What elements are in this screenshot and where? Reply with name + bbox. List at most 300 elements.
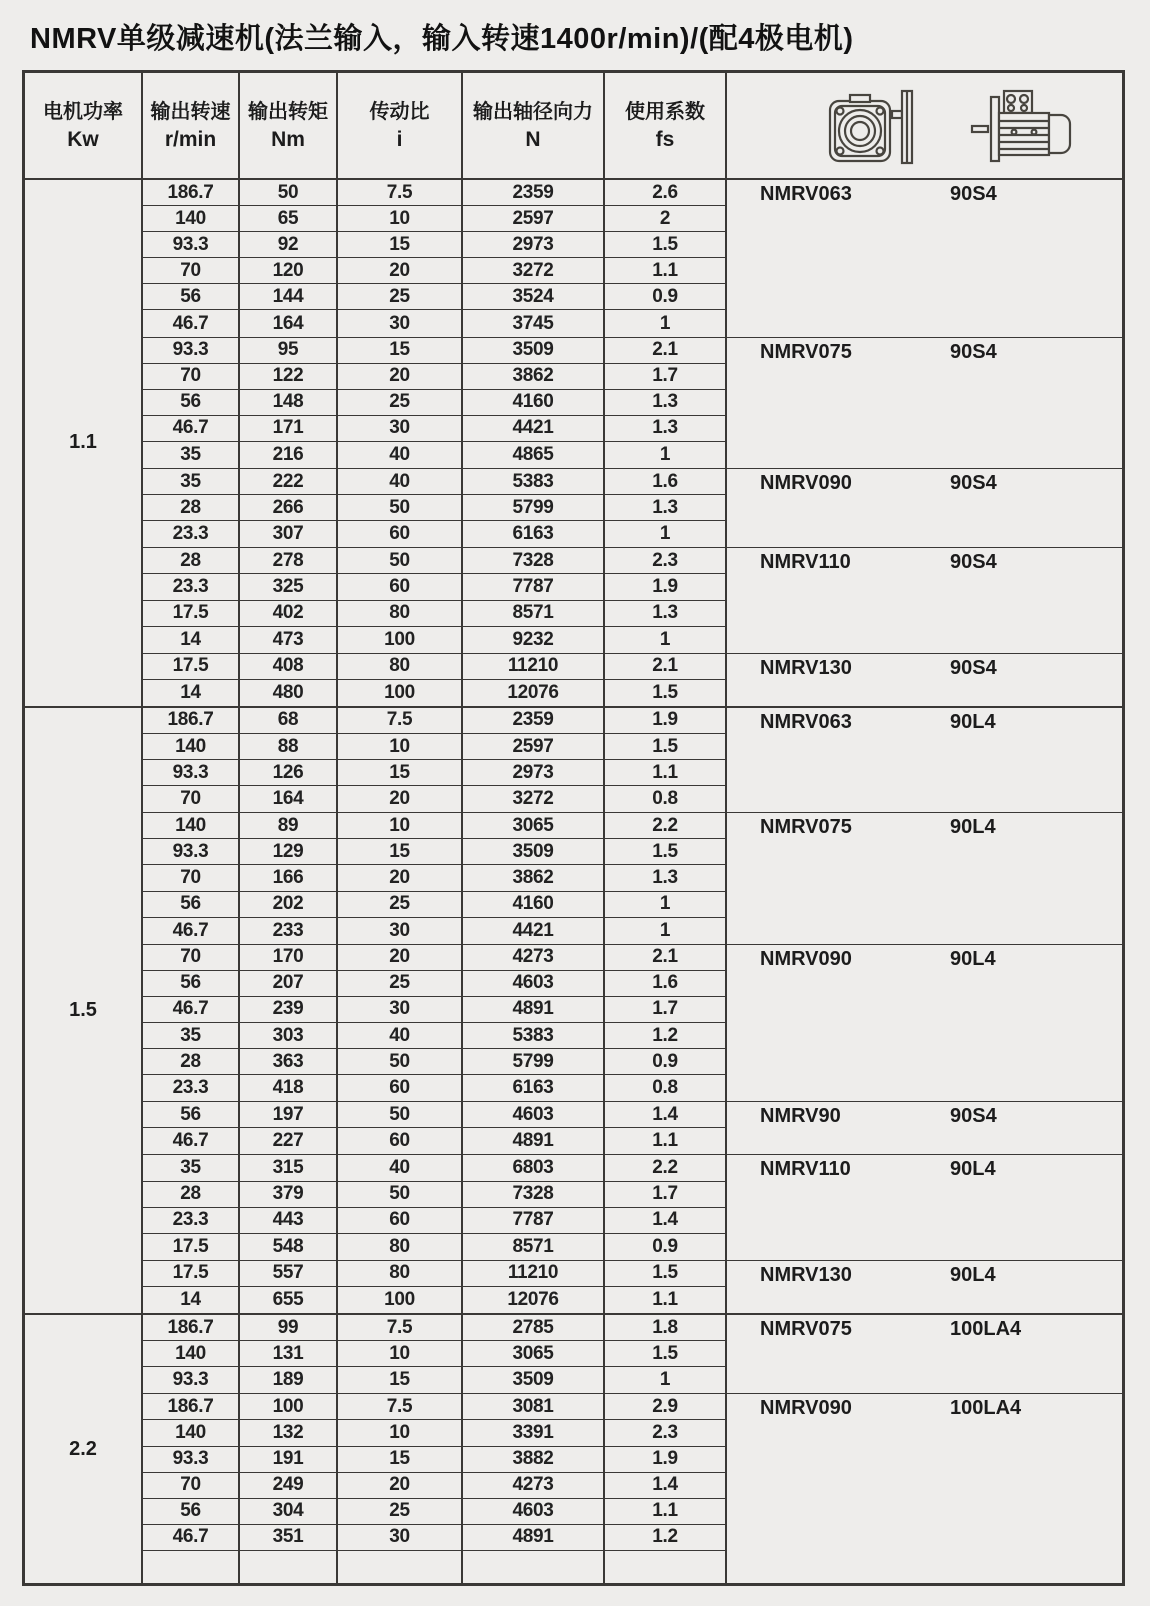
value-cell: 92 <box>240 232 338 257</box>
value-cell: 2.3 <box>605 1420 727 1445</box>
group-rows <box>143 654 727 706</box>
value-cell: 1 <box>605 310 727 336</box>
table-row <box>143 416 727 442</box>
model-label: NMRV090 <box>760 1397 852 1420</box>
value-cell: 140 <box>143 734 240 759</box>
value-cell: 5383 <box>463 469 605 494</box>
model-label: NMRV075 <box>760 340 852 363</box>
power-cell: 1.1 <box>25 180 143 706</box>
group-rows <box>143 548 727 652</box>
value-cell: 3081 <box>463 1394 605 1419</box>
model-group <box>143 945 1122 1103</box>
header-label: 输出转速 <box>150 100 231 123</box>
table-row <box>143 1182 727 1208</box>
motor-label: 100LA4 <box>950 1397 1022 1420</box>
table-row <box>143 945 727 971</box>
value-cell: 17.5 <box>143 601 240 626</box>
model-cell <box>727 813 1122 943</box>
value-cell: 30 <box>338 310 463 336</box>
header-motor-power <box>25 73 143 178</box>
value-cell: 15 <box>338 338 463 363</box>
value-cell: 14 <box>143 680 240 706</box>
value-cell: 1.8 <box>605 1315 727 1340</box>
value-cell: 80 <box>338 654 463 679</box>
value-cell: 68 <box>240 708 338 733</box>
value-cell: 1.3 <box>605 601 727 626</box>
motor-label: 90S4 <box>950 183 997 205</box>
value-cell: 1.7 <box>605 997 727 1022</box>
model-label: NMRV075 <box>760 1318 852 1341</box>
value-cell: 11210 <box>463 654 605 679</box>
value-cell: 70 <box>143 786 240 812</box>
value-cell: 131 <box>240 1341 338 1366</box>
header-unit: fs <box>655 127 675 151</box>
value-cell: 70 <box>143 258 240 283</box>
group-rows <box>143 1102 727 1154</box>
table-row <box>143 813 727 839</box>
model-label: NMRV063 <box>760 183 852 205</box>
table-row <box>143 495 727 521</box>
value-cell: 1.6 <box>605 971 727 996</box>
value-cell: 480 <box>240 680 338 706</box>
value-cell: 0.8 <box>605 786 727 812</box>
value-cell: 56 <box>143 390 240 415</box>
model-cell <box>727 1155 1122 1259</box>
value-cell: 7328 <box>463 1182 605 1207</box>
header-service-factor <box>605 73 727 178</box>
value-cell: 3509 <box>463 1367 605 1393</box>
motor-label: 90L4 <box>950 710 996 733</box>
table-row <box>143 1208 727 1234</box>
group-rows <box>143 1155 727 1259</box>
value-cell: 1.7 <box>605 1182 727 1207</box>
value-cell: 46.7 <box>143 997 240 1022</box>
header-label: 使用系数 <box>625 100 705 123</box>
value-cell: 5799 <box>463 1049 605 1074</box>
value-cell: 2.1 <box>605 654 727 679</box>
value-cell: 70 <box>143 865 240 890</box>
value-cell: 17.5 <box>143 654 240 679</box>
value-cell: 1.1 <box>605 760 727 785</box>
model-cell <box>727 1394 1122 1583</box>
table-row <box>143 997 727 1023</box>
value-cell: 2359 <box>463 708 605 733</box>
value-cell: 7.5 <box>338 180 463 205</box>
table-row <box>143 1367 727 1393</box>
table-row <box>143 865 727 891</box>
value-cell: 28 <box>143 1182 240 1207</box>
value-cell: 2.1 <box>605 945 727 970</box>
value-cell: 4891 <box>463 1525 605 1550</box>
value-cell: 99 <box>240 1315 338 1340</box>
value-cell: 4891 <box>463 997 605 1022</box>
value-cell: 186.7 <box>143 180 240 205</box>
value-cell: 3509 <box>463 338 605 363</box>
value-cell: 132 <box>240 1420 338 1445</box>
model-group <box>143 1261 1122 1313</box>
value-cell: 2 <box>605 206 727 231</box>
value-cell: 140 <box>143 813 240 838</box>
value-cell: 2359 <box>463 180 605 205</box>
value-cell: 50 <box>338 495 463 520</box>
table-row <box>143 1075 727 1101</box>
value-cell: 140 <box>143 1420 240 1445</box>
value-cell: 100 <box>240 1394 338 1419</box>
value-cell: 10 <box>338 1420 463 1445</box>
table-row <box>143 232 727 258</box>
model-label: NMRV090 <box>760 472 852 495</box>
groups <box>143 1315 1122 1583</box>
value-cell: 4273 <box>463 1473 605 1498</box>
group-rows <box>143 813 727 943</box>
value-cell <box>605 1551 727 1583</box>
value-cell: 1.9 <box>605 574 727 599</box>
value-cell: 20 <box>338 364 463 389</box>
value-cell: 2.2 <box>605 1155 727 1180</box>
group-rows <box>143 1261 727 1313</box>
header-label: 输出转矩 <box>248 100 328 123</box>
value-cell: 60 <box>338 521 463 547</box>
table-row <box>143 601 727 627</box>
table-row <box>143 654 727 680</box>
table-row <box>143 1287 727 1313</box>
table-row <box>143 1261 727 1287</box>
value-cell: 15 <box>338 232 463 257</box>
value-cell: 35 <box>143 469 240 494</box>
model-group <box>143 654 1122 706</box>
model-label: NMRV110 <box>760 551 851 574</box>
value-cell: 3862 <box>463 865 605 890</box>
value-cell: 2.3 <box>605 548 727 573</box>
table-row <box>143 680 727 706</box>
value-cell: 2.1 <box>605 338 727 363</box>
motor-icon <box>966 85 1076 167</box>
value-cell: 1 <box>605 442 727 468</box>
value-cell: 5383 <box>463 1023 605 1048</box>
value-cell: 88 <box>240 734 338 759</box>
value-cell: 28 <box>143 1049 240 1074</box>
value-cell: 60 <box>338 1208 463 1233</box>
value-cell: 93.3 <box>143 1367 240 1393</box>
value-cell: 4891 <box>463 1128 605 1154</box>
value-cell: 9232 <box>463 627 605 653</box>
table-row <box>143 521 727 547</box>
table-row <box>143 971 727 997</box>
table-row <box>143 627 727 653</box>
header-output-speed <box>143 73 240 178</box>
table-row <box>143 760 727 786</box>
value-cell: 1.1 <box>605 1287 727 1313</box>
value-cell: 56 <box>143 1102 240 1127</box>
value-cell: 25 <box>338 390 463 415</box>
power-section <box>25 708 1122 1315</box>
value-cell: 50 <box>338 1102 463 1127</box>
value-cell: 46.7 <box>143 918 240 944</box>
header-label: 电机功率 <box>43 100 123 123</box>
table-row <box>143 284 727 310</box>
model-label: NMRV90 <box>760 1105 841 1128</box>
value-cell: 557 <box>240 1261 338 1286</box>
model-group <box>143 548 1122 653</box>
value-cell: 1 <box>605 892 727 917</box>
value-cell: 4160 <box>463 892 605 917</box>
value-cell: 23.3 <box>143 1208 240 1233</box>
value-cell: 266 <box>240 495 338 520</box>
value-cell: 1.5 <box>605 680 727 706</box>
table-header <box>25 73 1122 180</box>
value-cell: 8571 <box>463 1234 605 1260</box>
value-cell: 12076 <box>463 680 605 706</box>
value-cell: 2973 <box>463 760 605 785</box>
value-cell: 14 <box>143 1287 240 1313</box>
value-cell: 50 <box>338 1182 463 1207</box>
value-cell: 20 <box>338 865 463 890</box>
value-cell: 56 <box>143 1499 240 1524</box>
value-cell: 93.3 <box>143 232 240 257</box>
table-row <box>143 390 727 416</box>
value-cell: 1.1 <box>605 1499 727 1524</box>
value-cell: 1.3 <box>605 390 727 415</box>
value-cell: 80 <box>338 1234 463 1260</box>
value-cell: 50 <box>338 1049 463 1074</box>
table-row <box>143 1394 727 1420</box>
value-cell: 3391 <box>463 1420 605 1445</box>
model-cell <box>727 708 1122 812</box>
value-cell: 50 <box>240 180 338 205</box>
value-cell: 2.6 <box>605 180 727 205</box>
value-cell: 4160 <box>463 390 605 415</box>
value-cell: 1.9 <box>605 708 727 733</box>
table-row <box>143 364 727 390</box>
value-cell: 46.7 <box>143 1525 240 1550</box>
worm-gearbox-icon <box>816 85 920 167</box>
model-cell <box>727 1102 1122 1154</box>
value-cell: 122 <box>240 364 338 389</box>
value-cell: 10 <box>338 206 463 231</box>
value-cell: 56 <box>143 284 240 309</box>
motor-label: 90L4 <box>950 1158 996 1181</box>
value-cell: 80 <box>338 1261 463 1286</box>
table-row <box>143 1420 727 1446</box>
value-cell: 3745 <box>463 310 605 336</box>
motor-label: 90S4 <box>950 472 997 495</box>
value-cell: 1.5 <box>605 839 727 864</box>
value-cell: 222 <box>240 469 338 494</box>
value-cell: 30 <box>338 918 463 944</box>
value-cell: 1.4 <box>605 1208 727 1233</box>
value-cell: 239 <box>240 997 338 1022</box>
value-cell <box>463 1551 605 1583</box>
value-cell: 1.1 <box>605 1128 727 1154</box>
value-cell: 23.3 <box>143 574 240 599</box>
value-cell: 164 <box>240 786 338 812</box>
value-cell: 1.9 <box>605 1447 727 1472</box>
model-cell <box>727 180 1122 337</box>
value-cell: 70 <box>143 364 240 389</box>
value-cell: 10 <box>338 1341 463 1366</box>
value-cell: 120 <box>240 258 338 283</box>
value-cell: 1.3 <box>605 865 727 890</box>
table-row <box>143 206 727 232</box>
power-section <box>25 1315 1122 1583</box>
value-cell: 303 <box>240 1023 338 1048</box>
value-cell: 60 <box>338 1128 463 1154</box>
table-row <box>143 892 727 918</box>
model-label: NMRV130 <box>760 656 852 679</box>
header-unit: Nm <box>271 127 305 151</box>
value-cell: 402 <box>240 601 338 626</box>
model-group <box>143 1315 1122 1394</box>
value-cell: 2785 <box>463 1315 605 1340</box>
value-cell: 304 <box>240 1499 338 1524</box>
motor-label: 90S4 <box>950 1105 997 1128</box>
value-cell: 0.9 <box>605 1234 727 1260</box>
table-row <box>143 1525 727 1551</box>
value-cell: 3065 <box>463 813 605 838</box>
power-cell: 2.2 <box>25 1315 143 1583</box>
table-row <box>143 734 727 760</box>
value-cell: 11210 <box>463 1261 605 1286</box>
value-cell: 1.5 <box>605 1341 727 1366</box>
value-cell: 15 <box>338 760 463 785</box>
value-cell: 166 <box>240 865 338 890</box>
value-cell: 80 <box>338 601 463 626</box>
value-cell: 2973 <box>463 232 605 257</box>
value-cell: 186.7 <box>143 1315 240 1340</box>
value-cell: 23.3 <box>143 1075 240 1101</box>
table-row <box>143 1049 727 1075</box>
value-cell: 2597 <box>463 734 605 759</box>
value-cell: 20 <box>338 945 463 970</box>
value-cell: 363 <box>240 1049 338 1074</box>
value-cell: 4421 <box>463 918 605 944</box>
value-cell: 15 <box>338 1367 463 1393</box>
value-cell: 30 <box>338 997 463 1022</box>
value-cell: 4603 <box>463 1499 605 1524</box>
value-cell: 17.5 <box>143 1261 240 1286</box>
power-cell: 1.5 <box>25 708 143 1313</box>
value-cell: 233 <box>240 918 338 944</box>
motor-label: 100LA4 <box>950 1318 1022 1341</box>
value-cell: 100 <box>338 680 463 706</box>
value-cell: 1.7 <box>605 364 727 389</box>
value-cell: 1 <box>605 627 727 653</box>
value-cell <box>240 1551 338 1583</box>
table-row <box>143 574 727 600</box>
group-rows <box>143 1315 727 1393</box>
value-cell: 89 <box>240 813 338 838</box>
spec-table <box>22 70 1125 1586</box>
value-cell: 46.7 <box>143 416 240 441</box>
model-group <box>143 1394 1122 1583</box>
value-cell: 25 <box>338 892 463 917</box>
value-cell: 50 <box>338 548 463 573</box>
model-cell <box>727 1261 1122 1313</box>
value-cell: 148 <box>240 390 338 415</box>
value-cell: 93.3 <box>143 1447 240 1472</box>
value-cell: 3862 <box>463 364 605 389</box>
value-cell: 7787 <box>463 574 605 599</box>
value-cell: 14 <box>143 627 240 653</box>
value-cell: 3524 <box>463 284 605 309</box>
value-cell: 129 <box>240 839 338 864</box>
value-cell: 93.3 <box>143 338 240 363</box>
value-cell: 10 <box>338 813 463 838</box>
page-title: NMRV单级减速机(法兰输入，输入转速1400r/min)/(配4极电机) <box>30 23 854 55</box>
value-cell <box>338 1551 463 1583</box>
header-unit: N <box>525 127 541 151</box>
table-row <box>143 469 727 495</box>
model-label: NMRV130 <box>760 1263 852 1286</box>
header-radial-force <box>463 73 605 178</box>
value-cell: 6803 <box>463 1155 605 1180</box>
header-unit: r/min <box>164 127 217 151</box>
table-row <box>143 1447 727 1473</box>
value-cell: 191 <box>240 1447 338 1472</box>
value-cell: 3882 <box>463 1447 605 1472</box>
table-row <box>143 180 727 206</box>
model-group <box>143 813 1122 944</box>
table-row <box>143 1315 727 1341</box>
value-cell: 25 <box>338 284 463 309</box>
value-cell: 20 <box>338 786 463 812</box>
value-cell: 202 <box>240 892 338 917</box>
value-cell: 70 <box>143 945 240 970</box>
model-label: NMRV090 <box>760 947 852 970</box>
model-label: NMRV063 <box>760 710 852 733</box>
value-cell <box>143 1551 240 1583</box>
power-section <box>25 180 1122 708</box>
value-cell: 20 <box>338 258 463 283</box>
table-row <box>143 1234 727 1260</box>
value-cell: 144 <box>240 284 338 309</box>
value-cell: 315 <box>240 1155 338 1180</box>
model-cell <box>727 654 1122 706</box>
value-cell: 6163 <box>463 1075 605 1101</box>
value-cell: 443 <box>240 1208 338 1233</box>
value-cell: 351 <box>240 1525 338 1550</box>
model-label: NMRV075 <box>760 816 852 839</box>
header-ratio <box>338 73 463 178</box>
value-cell: 20 <box>338 1473 463 1498</box>
value-cell: 2.2 <box>605 813 727 838</box>
model-group <box>143 1155 1122 1260</box>
value-cell: 40 <box>338 442 463 468</box>
motor-label: 90L4 <box>950 816 996 839</box>
value-cell: 8571 <box>463 601 605 626</box>
value-cell: 307 <box>240 521 338 547</box>
motor-label: 90S4 <box>950 551 997 574</box>
value-cell: 4273 <box>463 945 605 970</box>
table-row <box>143 1341 727 1367</box>
value-cell: 0.9 <box>605 284 727 309</box>
value-cell: 28 <box>143 495 240 520</box>
value-cell: 5799 <box>463 495 605 520</box>
value-cell: 2597 <box>463 206 605 231</box>
table-row <box>143 1128 727 1154</box>
value-cell: 56 <box>143 892 240 917</box>
value-cell: 186.7 <box>143 1394 240 1419</box>
value-cell: 4603 <box>463 971 605 996</box>
group-rows <box>143 469 727 547</box>
value-cell: 40 <box>338 469 463 494</box>
table-row <box>143 1102 727 1128</box>
value-cell: 56 <box>143 971 240 996</box>
value-cell: 1.3 <box>605 416 727 441</box>
value-cell: 216 <box>240 442 338 468</box>
value-cell: 40 <box>338 1155 463 1180</box>
value-cell: 189 <box>240 1367 338 1393</box>
